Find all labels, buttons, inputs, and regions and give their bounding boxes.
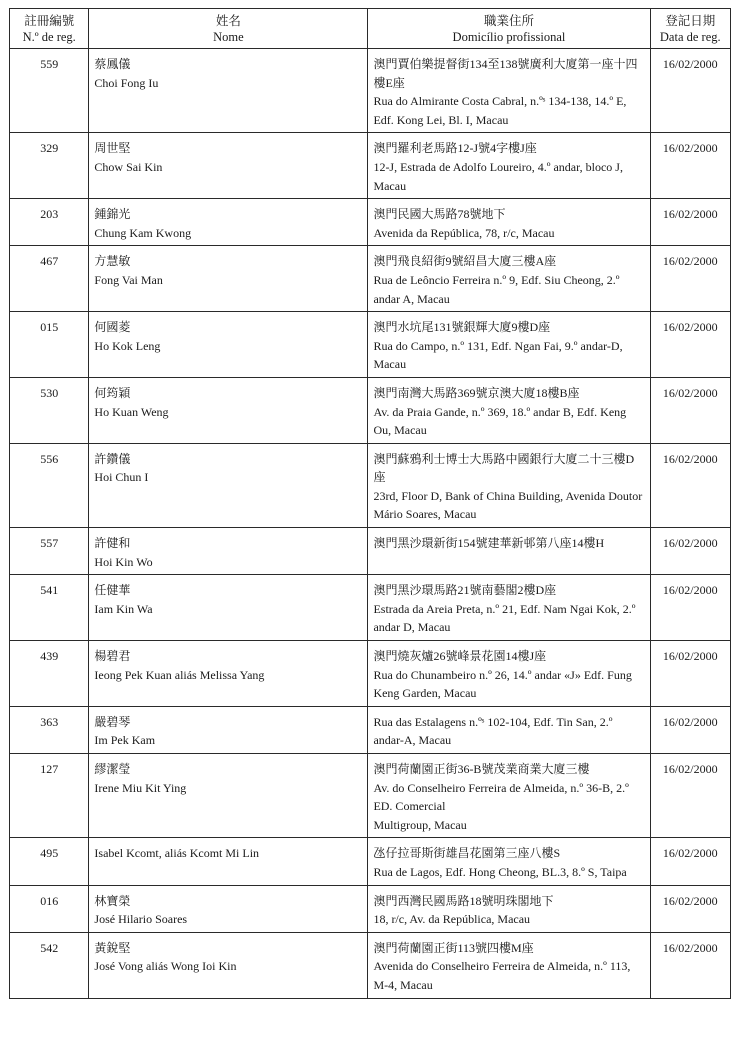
address-cell: [368, 312, 650, 378]
name-cell: [89, 575, 368, 641]
address-cell: [368, 199, 650, 246]
date-cell: 16/02/2000: [650, 377, 730, 443]
address-line: 澳門荷蘭園正街113號四樓M座: [373, 940, 534, 955]
address-cell: [368, 246, 650, 312]
address-cell: [368, 133, 650, 199]
name-zh: 許健和: [94, 536, 131, 551]
name-pt: Iam Kin Wa: [94, 601, 153, 616]
address-line: 澳門燒灰爐26號峰景花園14樓J座: [373, 649, 547, 664]
date-cell: 16/02/2000: [650, 885, 730, 932]
address-line: Estrada da Areia Preta, n.º 21, Edf. Nam Ngai Kok, 2.º andar D, Macau: [373, 601, 636, 635]
address-line: 澳門民國大馬路78號地下: [373, 207, 506, 222]
name-pt: Fong Vai Man: [94, 272, 163, 287]
registry-table: [9, 8, 731, 999]
reg-number-cell: 559: [10, 49, 89, 133]
name-cell: [89, 885, 368, 932]
address-line: Rua do Chunambeiro n.º 26, 14.º andar «J» Edf. Fung Keng Garden, Macau: [373, 667, 632, 701]
name-header: [89, 9, 368, 49]
name-pt: Chung Kam Kwong: [94, 225, 192, 240]
address-line: Rua do Campo, n.º 131, Edf. Ngan Fai, 9.º andar-D, Macau: [373, 338, 623, 372]
name-header-zh: 姓名: [215, 14, 241, 28]
name-cell: [89, 706, 368, 753]
date-cell: 16/02/2000: [650, 932, 730, 998]
reg-number-cell: 530: [10, 377, 89, 443]
table-row: [10, 838, 731, 885]
name-zh: 方慧敏: [94, 254, 131, 269]
table-row: [10, 885, 731, 932]
name-cell: [89, 199, 368, 246]
date-cell: 16/02/2000: [650, 133, 730, 199]
name-pt: Irene Miu Kit Ying: [94, 780, 187, 795]
table-row: [10, 932, 731, 998]
name-zh: 何國菱: [94, 320, 131, 335]
address-header: [368, 9, 650, 49]
address-line: 18, r/c, Av. da República, Macau: [373, 912, 531, 927]
table-row: [10, 575, 731, 641]
table-row: [10, 528, 731, 575]
reg-number-cell: 329: [10, 133, 89, 199]
name-pt: Choi Fong Iu: [94, 75, 159, 90]
address-line: Multigroup, Macau: [373, 817, 467, 832]
name-pt: Isabel Kcomt, aliás Kcomt Mi Lin: [94, 846, 260, 861]
name-header-pt: Nome: [213, 30, 244, 44]
date-header-pt: Data de reg.: [659, 30, 721, 44]
registry-rows: [10, 49, 731, 999]
name-pt: Im Pek Kam: [94, 733, 156, 748]
table-row: [10, 443, 731, 527]
name-zh: 楊碧君: [94, 649, 131, 664]
name-cell: [89, 443, 368, 527]
reg-number-cell: 016: [10, 885, 89, 932]
address-line: Av. da Praia Gande, n.º 369, 18.º andar B, Edf. Keng Ou, Macau: [373, 404, 627, 438]
address-line: 澳門飛良紹街9號紹昌大廈三樓A座: [373, 254, 557, 269]
name-pt: Ho Kuan Weng: [94, 404, 169, 419]
reg-number-cell: 363: [10, 706, 89, 753]
date-cell: 16/02/2000: [650, 706, 730, 753]
reg-number-header: [10, 9, 89, 49]
name-zh: 周世堅: [94, 141, 131, 156]
name-zh: 林寶榮: [94, 893, 131, 908]
date-cell: 16/02/2000: [650, 199, 730, 246]
name-pt: Chow Sai Kin: [94, 159, 163, 174]
table-row: [10, 312, 731, 378]
address-cell: [368, 838, 650, 885]
reg-number-cell: 127: [10, 754, 89, 838]
name-cell: [89, 133, 368, 199]
reg-number-header-pt: N.º de reg.: [22, 30, 76, 44]
address-line: 澳門南灣大馬路369號京澳大廈18樓B座: [373, 385, 580, 400]
table-row: [10, 246, 731, 312]
date-cell: 16/02/2000: [650, 246, 730, 312]
table-row: [10, 754, 731, 838]
address-cell: [368, 528, 650, 575]
name-pt: Ho Kok Leng: [94, 338, 161, 353]
address-cell: [368, 932, 650, 998]
reg-number-cell: 467: [10, 246, 89, 312]
date-cell: 16/02/2000: [650, 49, 730, 133]
address-header-pt: Domicílio profissional: [452, 30, 566, 44]
date-cell: 16/02/2000: [650, 443, 730, 527]
reg-number-cell: 556: [10, 443, 89, 527]
name-pt: Ieong Pek Kuan aliás Melissa Yang: [94, 667, 265, 682]
reg-number-cell: 495: [10, 838, 89, 885]
name-cell: [89, 246, 368, 312]
address-line: Av. do Conselheiro Ferreira de Almeida, n.º 36-B, 2.º ED. Comercial: [373, 780, 629, 814]
address-cell: [368, 885, 650, 932]
table-row: [10, 641, 731, 707]
name-zh: 嚴碧琴: [94, 714, 131, 729]
name-cell: [89, 932, 368, 998]
address-line: 澳門西灣民國馬路18號明珠閣地下: [373, 893, 554, 908]
address-line: 氹仔拉哥斯街雄昌花園第三座八樓S: [373, 846, 561, 861]
name-pt: José Hilario Soares: [94, 912, 188, 927]
date-cell: 16/02/2000: [650, 641, 730, 707]
address-line: 澳門蘇鴉利士博士大馬路中國銀行大廈二十三樓D座: [373, 451, 635, 485]
name-pt: Hoi Chun I: [94, 470, 149, 485]
address-cell: [368, 706, 650, 753]
reg-number-cell: 015: [10, 312, 89, 378]
address-cell: [368, 641, 650, 707]
date-header-zh: 登記日期: [665, 14, 716, 28]
table-row: [10, 49, 731, 133]
name-zh: 許鑽儀: [94, 451, 131, 466]
address-cell: [368, 377, 650, 443]
name-cell: [89, 838, 368, 885]
reg-number-cell: 203: [10, 199, 89, 246]
name-zh: 何筠穎: [94, 385, 131, 400]
address-line: 澳門水坑尾131號銀輝大廈9樓D座: [373, 320, 551, 335]
date-cell: 16/02/2000: [650, 528, 730, 575]
address-line: 澳門黑沙環馬路21號南藝閣2樓D座: [373, 583, 557, 598]
reg-number-header-zh: 註冊編號: [24, 14, 75, 28]
name-cell: [89, 49, 368, 133]
name-zh: 任健華: [94, 583, 131, 598]
name-cell: [89, 641, 368, 707]
name-zh: 蔡鳳儀: [94, 57, 131, 71]
address-line: 澳門黑沙環新街154號建華新邨第八座14樓H: [373, 536, 605, 551]
address-line: Rua de Lagos, Edf. Hong Cheong, BL.3, 8.º S, Taipa: [373, 864, 627, 879]
name-cell: [89, 754, 368, 838]
address-line: 澳門荷蘭園正街36-B號茂業商業大廈三樓: [373, 762, 590, 776]
table-row: [10, 133, 731, 199]
date-cell: 16/02/2000: [650, 754, 730, 838]
date-header: [650, 9, 730, 49]
name-zh: 黃銳堅: [94, 940, 131, 955]
address-line: Rua do Almirante Costa Cabral, n.ºˢ 134-138, 14.º E, Edf. Kong Lei, Bl. I, Macau: [373, 94, 627, 127]
name-pt: Hoi Kin Wo: [94, 554, 153, 569]
date-cell: 16/02/2000: [650, 838, 730, 885]
address-cell: [368, 49, 650, 133]
address-line: 澳門賈伯樂提督街134至138號廣利大廈第一座十四樓E座: [373, 57, 638, 90]
name-cell: [89, 528, 368, 575]
address-cell: [368, 754, 650, 838]
address-line: 12-J, Estrada de Adolfo Loureiro, 4.º andar, bloco J, Macau: [373, 159, 623, 193]
reg-number-cell: 541: [10, 575, 89, 641]
name-zh: 繆潔瑩: [94, 762, 131, 776]
reg-number-cell: 557: [10, 528, 89, 575]
header-row: [10, 9, 731, 49]
address-line: 澳門羅利老馬路12-J號4字樓J座: [373, 141, 537, 156]
address-line: Rua das Estalagens n.ºˢ 102-104, Edf. Tin San, 2.º andar-A, Macau: [373, 714, 613, 748]
reg-number-cell: 439: [10, 641, 89, 707]
address-cell: [368, 443, 650, 527]
date-cell: 16/02/2000: [650, 312, 730, 378]
name-zh: 鍾錦光: [94, 207, 131, 222]
table-row: [10, 377, 731, 443]
address-header-zh: 職業住所: [483, 14, 534, 28]
address-cell: [368, 575, 650, 641]
table-row: [10, 706, 731, 753]
address-line: Rua de Leôncio Ferreira n.º 9, Edf. Siu Cheong, 2.º andar A, Macau: [373, 272, 620, 306]
name-cell: [89, 312, 368, 378]
address-line: 23rd, Floor D, Bank of China Building, Avenida Doutor Mário Soares, Macau: [373, 488, 643, 522]
name-pt: José Vong aliás Wong Ioi Kin: [94, 959, 237, 974]
table-row: [10, 199, 731, 246]
name-cell: [89, 377, 368, 443]
date-cell: 16/02/2000: [650, 575, 730, 641]
reg-number-cell: 542: [10, 932, 89, 998]
address-line: Avenida da República, 78, r/c, Macau: [373, 225, 555, 240]
address-line: Avenida do Conselheiro Ferreira de Almeida, n.º 113, M-4, Macau: [373, 959, 631, 992]
